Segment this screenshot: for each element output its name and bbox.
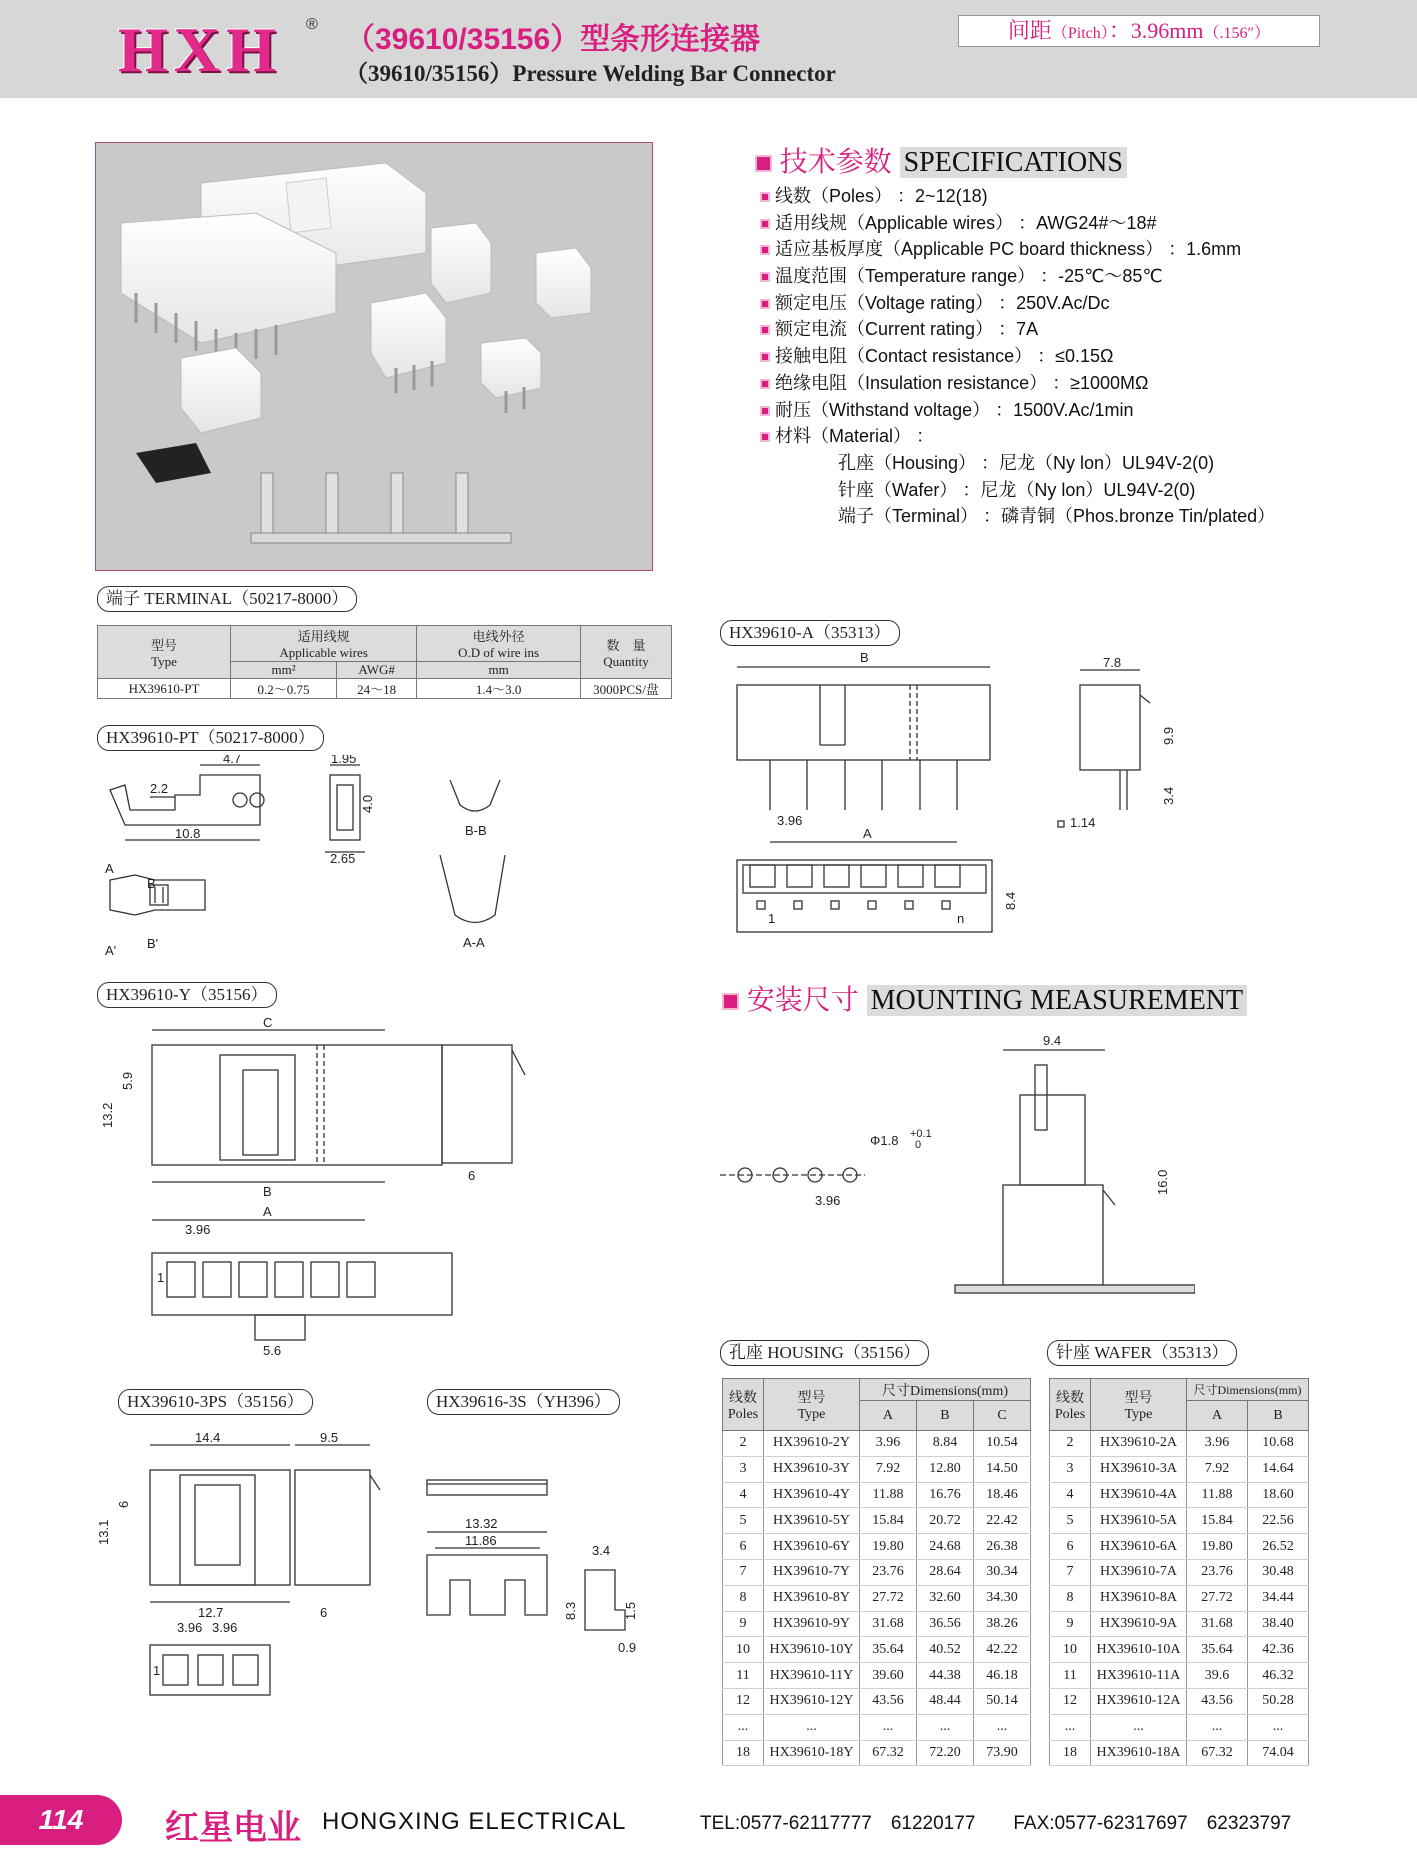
table-cell: 28.64	[916, 1559, 973, 1585]
table-cell: HX39610-5A	[1091, 1508, 1187, 1534]
table-cell: 42.22	[973, 1637, 1030, 1663]
table-cell: 48.44	[916, 1688, 973, 1714]
housing-label: 孔座 HOUSING（35156）	[720, 1340, 929, 1366]
dim-text: 2.65	[330, 851, 356, 866]
table-cell: 39.6	[1187, 1663, 1248, 1689]
table-cell: HX39610-8A	[1091, 1585, 1187, 1611]
table-row	[1050, 1585, 1309, 1611]
table-row	[723, 1482, 1031, 1508]
bullet-icon	[760, 379, 770, 389]
spec-item: 适用线规（Applicable wires） ：AWG24#～18#	[760, 210, 1275, 237]
material-item: 端子（Terminal） ：磷青铜（Phos.bronze Tin/plated）	[838, 506, 1276, 527]
table-cell: 72.20	[916, 1740, 973, 1766]
company-logo: HXH	[118, 14, 282, 85]
spec-item: 额定电流（Current rating） ：7A	[760, 316, 1275, 343]
title-chinese: （39610/35156）型条形连接器	[345, 23, 761, 56]
mounting-heading	[722, 978, 1247, 1018]
table-row	[723, 1714, 1031, 1740]
table-cell: HX39610-9A	[1091, 1611, 1187, 1637]
bullet-icon	[760, 192, 770, 202]
specs-heading	[755, 140, 1127, 180]
table-cell: 10	[723, 1637, 764, 1663]
page-number: 114	[0, 1795, 122, 1845]
table-row	[1050, 1559, 1309, 1585]
table-cell: 67.32	[860, 1740, 917, 1766]
table-cell: 50.28	[1248, 1688, 1309, 1714]
table-cell: 50.14	[973, 1688, 1030, 1714]
table-cell: ...	[1248, 1714, 1309, 1740]
spec-item: 线数（Poles） ：2~12(18)	[760, 183, 1275, 210]
table-cell: 46.18	[973, 1663, 1030, 1689]
dim-text: 9.5	[320, 1430, 339, 1445]
dim-text: 4.0	[360, 794, 375, 813]
housing-table-body	[723, 1431, 1031, 1766]
dim-text: 6	[116, 1500, 131, 1508]
bullet-icon	[760, 432, 770, 442]
y-label: HX39610-Y（35156）	[97, 982, 277, 1008]
table-cell: 23.76	[860, 1559, 917, 1585]
table-cell: ...	[916, 1714, 973, 1740]
title-english: （39610/35156）Pressure Welding Bar Connector	[345, 61, 836, 86]
pitch-label: 间距	[1007, 18, 1052, 43]
table-row	[1050, 1740, 1309, 1766]
table-row: HX39610-PT 0.2～0.75 24～18 1.4～3.0 3000PCS/盘	[98, 679, 672, 699]
table-cell: 12	[723, 1688, 764, 1714]
specs-heading-cn: 技术参数	[779, 146, 892, 177]
table-cell: 30.48	[1248, 1559, 1309, 1585]
dim-text: B	[147, 876, 156, 891]
table-cell: ...	[1091, 1714, 1187, 1740]
table-cell: 18	[1050, 1740, 1091, 1766]
table-cell: 35.64	[1187, 1637, 1248, 1663]
contact-info: TEL:0577-62117777 61220177 FAX:0577-62317697 62323797	[700, 1813, 1292, 1834]
dim-text: 10.8	[175, 826, 201, 841]
table-cell: 67.32	[1187, 1740, 1248, 1766]
wafer-table-body	[1050, 1431, 1309, 1766]
table-cell: 16.76	[916, 1482, 973, 1508]
dim-text: 8.4	[1003, 891, 1018, 910]
dim-text: B	[263, 1184, 272, 1199]
dim-text: 1	[153, 1663, 161, 1678]
company-name-en: HONGXING ELECTRICAL	[322, 1808, 627, 1835]
dim-text: 1.14	[1070, 815, 1096, 830]
dim-text: A-A	[463, 935, 485, 950]
table-row	[1050, 1482, 1309, 1508]
dim-text: 16.0	[1155, 1169, 1170, 1195]
table-cell: ...	[1050, 1714, 1091, 1740]
table-cell: 8	[723, 1585, 764, 1611]
dim-text: C	[263, 1015, 273, 1030]
dim-text: 1	[768, 911, 776, 926]
table-cell: 7.92	[1187, 1456, 1248, 1482]
bullet-icon	[760, 219, 770, 229]
dim-text: 14.4	[195, 1430, 221, 1445]
table-cell: 30.34	[973, 1559, 1030, 1585]
dim-text: A	[263, 1204, 272, 1219]
mounting-drawing	[715, 1030, 1195, 1300]
table-cell: HX39610-10Y	[764, 1637, 860, 1663]
dim-text: A	[863, 826, 872, 841]
dim-text: 1.5	[623, 1601, 638, 1620]
dim-text: 3.96	[212, 1620, 238, 1635]
table-cell: 10.68	[1248, 1431, 1309, 1457]
bullet-icon	[760, 325, 770, 335]
table-cell: 12	[1050, 1688, 1091, 1714]
pitch-box	[958, 15, 1320, 47]
pitch-colon: ：	[1108, 18, 1131, 43]
dim-text: 13.1	[96, 1519, 111, 1545]
table-cell: HX39610-7Y	[764, 1559, 860, 1585]
dim-text: 6	[320, 1605, 328, 1620]
table-cell: 20.72	[916, 1508, 973, 1534]
bullet-icon	[760, 299, 770, 309]
table-cell: 2	[723, 1431, 764, 1457]
table-cell: 73.90	[973, 1740, 1030, 1766]
table-row	[723, 1611, 1031, 1637]
dim-text: A	[105, 861, 114, 876]
product-photo	[95, 142, 653, 571]
table-cell: 19.80	[860, 1534, 917, 1560]
table-cell: HX39610-12A	[1091, 1688, 1187, 1714]
spec-item: 绝缘电阻（Insulation resistance） ：≥1000MΩ	[760, 370, 1275, 397]
table-cell: HX39610-18A	[1091, 1740, 1187, 1766]
connector-illustration	[96, 143, 652, 570]
company-name-cn: 红星电业	[165, 1809, 301, 1847]
table-row	[1050, 1611, 1309, 1637]
table-cell: ...	[860, 1714, 917, 1740]
table-row	[723, 1663, 1031, 1689]
table-cell: 7	[1050, 1559, 1091, 1585]
table-row	[723, 1688, 1031, 1714]
table-cell: 14.64	[1248, 1456, 1309, 1482]
table-cell: 26.38	[973, 1534, 1030, 1560]
table-cell: ...	[764, 1714, 860, 1740]
3ps-drawing	[95, 1430, 385, 1720]
terminal-label: 端子 TERMINAL（50217-8000）	[97, 586, 357, 612]
table-cell: 19.80	[1187, 1534, 1248, 1560]
table-row	[1050, 1456, 1309, 1482]
table-cell: 6	[1050, 1534, 1091, 1560]
table-cell: 42.36	[1248, 1637, 1309, 1663]
table-cell: 15.84	[1187, 1508, 1248, 1534]
dim-text: 3.96	[177, 1620, 203, 1635]
dim-text: 8.3	[563, 1601, 578, 1620]
table-cell: 18.46	[973, 1482, 1030, 1508]
table-row	[1050, 1663, 1309, 1689]
table-cell: 32.60	[916, 1585, 973, 1611]
table-cell: 36.56	[916, 1611, 973, 1637]
dim-text: 3.96	[777, 813, 803, 828]
table-cell: HX39610-4Y	[764, 1482, 860, 1508]
table-cell: 18.60	[1248, 1482, 1309, 1508]
table-row	[723, 1585, 1031, 1611]
table-row	[723, 1740, 1031, 1766]
table-row	[1050, 1431, 1309, 1457]
table-cell: HX39610-4A	[1091, 1482, 1187, 1508]
table-cell: 43.56	[1187, 1688, 1248, 1714]
table-cell: HX39610-8Y	[764, 1585, 860, 1611]
terminal-table: 型号 Type 适用线规 Applicable wires 电线外径 O.D of wire ins 数 量 Quantity mm² AWG# mm HX39610-PT 0.2～0.75 24～18 1.4～3.0 3000PCS/盘	[97, 625, 672, 699]
table-cell: 11.88	[860, 1482, 917, 1508]
table-row	[1050, 1714, 1309, 1740]
bullet-icon	[760, 352, 770, 362]
dim-text: B'	[147, 936, 159, 951]
table-row	[723, 1508, 1031, 1534]
registered-mark: ®	[306, 16, 318, 33]
table-cell: 43.56	[860, 1688, 917, 1714]
table-cell: HX39610-12Y	[764, 1688, 860, 1714]
dim-text: 0	[915, 1139, 922, 1151]
table-cell: 27.72	[860, 1585, 917, 1611]
table-cell: 15.84	[860, 1508, 917, 1534]
material-item: 孔座（Housing） ：尼龙（Ny lon）UL94V-2(0)	[838, 452, 1215, 473]
table-cell: 7.92	[860, 1456, 917, 1482]
table-cell: ...	[1187, 1714, 1248, 1740]
dim-text: B	[860, 650, 869, 665]
section-bullet-icon	[755, 155, 772, 172]
table-cell: 34.44	[1248, 1585, 1309, 1611]
dim-text: 5.6	[263, 1343, 282, 1358]
table-cell: HX39610-5Y	[764, 1508, 860, 1534]
pitch-en: （Pitch）	[1051, 25, 1109, 42]
dim-text: 3.4	[592, 1543, 611, 1558]
table-cell: 27.72	[1187, 1585, 1248, 1611]
table-row	[1050, 1637, 1309, 1663]
specs-heading-en: SPECIFICATIONS	[900, 147, 1127, 178]
table-cell: 8	[1050, 1585, 1091, 1611]
table-cell: 9	[1050, 1611, 1091, 1637]
table-cell: 26.52	[1248, 1534, 1309, 1560]
table-cell: 5	[1050, 1508, 1091, 1534]
table-row	[723, 1534, 1031, 1560]
table-cell: 9	[723, 1611, 764, 1637]
table-cell: 18	[723, 1740, 764, 1766]
table-row	[1050, 1508, 1309, 1534]
table-cell: 34.30	[973, 1585, 1030, 1611]
a-label: HX39610-A（35313）	[720, 620, 900, 646]
table-cell: 8.84	[916, 1431, 973, 1457]
table-cell: 3.96	[860, 1431, 917, 1457]
dim-text: 0.9	[618, 1640, 637, 1655]
wafer-table: 线数 Poles 型号 Type 尺寸Dimensions(mm) A B 2 HX39610-2A 3.96 10.68 3 HX39610-3A 7.92 14.64 4 HX39610-4A 11.88 18.60 5 HX39610-5A 15.84 22.56 6 HX39610-6A 19.80 26.52 7 HX39610-7A 23.76 30.48 8 HX39610-8A 27.72 34.44 9 HX39610-9A 31.68 38.40 10 HX39610-10A 35.64 42.36 11 HX39610-11A 39.6 46.32 12 HX39610-12A 43.56 50.28 ... ... ... ... 18 HX39610-18A 67.32 74.04	[1049, 1378, 1309, 1766]
specs-list	[760, 183, 1275, 530]
3ps-label: HX39610-3PS（35156）	[118, 1389, 313, 1415]
3s-label: HX39616-3S（YH396）	[427, 1389, 620, 1415]
table-cell: HX39610-3A	[1091, 1456, 1187, 1482]
section-bullet-icon	[722, 993, 739, 1010]
table-row	[723, 1431, 1031, 1457]
housing-drawing	[95, 1010, 565, 1360]
housing-table: 线数 Poles 型号 Type 尺寸Dimensions(mm) A B C 2 HX39610-2Y 3.96 8.84 10.54 3 HX39610-3Y 7.92 12.80 14.50 4 HX39610-4Y 11.88 16.76 18.46 5 HX39610-5Y 15.84 20.72 22.42 6 HX39610-6Y 19.80 24.68 26.38 7 HX39610-7Y 23.76 28.64 30.34 8 HX39610-8Y 27.72 32.60 34.30 9 HX39610-9Y 31.68 36.56 38.26 10 HX39610-10Y 35.64 40.52 42.22 11 HX39610-11Y 39.60 44.38 46.18 12 HX39610-12Y 43.56 48.44 50.14 ... ... ... ... ... 18 HX39610-18Y 67.32 72.20 73.90	[722, 1378, 1031, 1766]
table-row	[723, 1637, 1031, 1663]
table-cell: 38.40	[1248, 1611, 1309, 1637]
bullet-icon	[760, 245, 770, 255]
table-cell: HX39610-6A	[1091, 1534, 1187, 1560]
table-cell: 2	[1050, 1431, 1091, 1457]
table-cell: 4	[723, 1482, 764, 1508]
wafer-drawing	[725, 645, 1205, 945]
table-cell: 38.26	[973, 1611, 1030, 1637]
wafer-label: 针座 WAFER（35313）	[1047, 1340, 1237, 1366]
dim-text: B-B	[465, 823, 487, 838]
table-cell: 46.32	[1248, 1663, 1309, 1689]
terminal-drawing	[95, 755, 545, 960]
table-cell: 10.54	[973, 1431, 1030, 1457]
table-cell: ...	[973, 1714, 1030, 1740]
table-cell: HX39610-7A	[1091, 1559, 1187, 1585]
pt-label: HX39610-PT（50217-8000）	[97, 725, 324, 751]
table-cell: 12.80	[916, 1456, 973, 1482]
bullet-icon	[760, 406, 770, 416]
table-cell: HX39610-11A	[1091, 1663, 1187, 1689]
pitch-inch: （.156″）	[1203, 25, 1271, 42]
table-cell: 3	[1050, 1456, 1091, 1482]
table-cell: 40.52	[916, 1637, 973, 1663]
table-cell: 11	[723, 1663, 764, 1689]
table-cell: 3.96	[1187, 1431, 1248, 1457]
dim-text: 11.86	[465, 1533, 497, 1548]
table-cell: 31.68	[1187, 1611, 1248, 1637]
dim-text: A'	[105, 943, 117, 958]
table-cell: HX39610-18Y	[764, 1740, 860, 1766]
material-item: 针座（Wafer） ：尼龙（Ny lon）UL94V-2(0)	[838, 479, 1196, 500]
table-row	[723, 1456, 1031, 1482]
dim-text: 1.95	[331, 755, 357, 766]
spec-item: 温度范围（Temperature range） ：-25℃～85℃	[760, 263, 1275, 290]
table-cell: 4	[1050, 1482, 1091, 1508]
dim-text: +0.1	[910, 1128, 932, 1140]
table-cell: 74.04	[1248, 1740, 1309, 1766]
table-cell: 10	[1050, 1637, 1091, 1663]
dim-text: 3.96	[185, 1222, 211, 1237]
table-cell: 44.38	[916, 1663, 973, 1689]
table-cell: 3	[723, 1456, 764, 1482]
table-cell: HX39610-2A	[1091, 1431, 1187, 1457]
spec-item: 适应基板厚度（Applicable PC board thickness） ：1.6mm	[760, 236, 1275, 263]
mounting-heading-cn: 安装尺寸	[746, 984, 859, 1015]
dim-text: 7.8	[1103, 655, 1122, 670]
table-cell: HX39610-6Y	[764, 1534, 860, 1560]
table-cell: HX39610-11Y	[764, 1663, 860, 1689]
spec-item: 材料（Material） ：	[760, 423, 1275, 450]
table-cell: 35.64	[860, 1637, 917, 1663]
dim-text: 13.2	[100, 1102, 115, 1128]
table-cell: 7	[723, 1559, 764, 1585]
mounting-heading-en: MOUNTING MEASUREMENT	[867, 985, 1248, 1016]
dim-text: 1	[157, 1270, 165, 1285]
table-cell: 5	[723, 1508, 764, 1534]
table-row	[1050, 1534, 1309, 1560]
spec-item: 接触电阻（Contact resistance） ：≤0.15Ω	[760, 343, 1275, 370]
spec-item: 额定电压（Voltage rating） ：250V.Ac/Dc	[760, 290, 1275, 317]
table-cell: 11	[1050, 1663, 1091, 1689]
table-cell: ...	[723, 1714, 764, 1740]
table-cell: 24.68	[916, 1534, 973, 1560]
table-cell: 14.50	[973, 1456, 1030, 1482]
table-cell: 23.76	[1187, 1559, 1248, 1585]
dim-text: 3.4	[1161, 786, 1176, 805]
3s-drawing	[420, 1470, 660, 1670]
dim-text: 9.4	[1043, 1033, 1062, 1048]
dim-text: 4.7	[223, 755, 242, 766]
dim-text: 9.9	[1161, 726, 1176, 745]
dim-text: 3.96	[815, 1193, 841, 1208]
table-cell: 11.88	[1187, 1482, 1248, 1508]
table-row	[1050, 1688, 1309, 1714]
table-cell: 39.60	[860, 1663, 917, 1689]
table-cell: 6	[723, 1534, 764, 1560]
table-row	[723, 1559, 1031, 1585]
dim-text: 2.2	[150, 781, 169, 796]
dim-text: 12.7	[198, 1605, 224, 1620]
table-cell: HX39610-3Y	[764, 1456, 860, 1482]
dim-text: Φ1.8	[870, 1133, 899, 1148]
table-cell: HX39610-9Y	[764, 1611, 860, 1637]
pitch-value: 3.96mm	[1130, 18, 1204, 43]
table-cell: 31.68	[860, 1611, 917, 1637]
bullet-icon	[760, 272, 770, 282]
spec-item: 耐压（Withstand voltage） ：1500V.Ac/1min	[760, 397, 1275, 424]
table-cell: HX39610-2Y	[764, 1431, 860, 1457]
dim-text: 5.9	[120, 1071, 135, 1090]
dim-text: 13.32	[465, 1516, 498, 1531]
dim-text: 6	[468, 1168, 476, 1183]
table-cell: HX39610-10A	[1091, 1637, 1187, 1663]
dim-text: n	[957, 911, 965, 926]
table-cell: 22.56	[1248, 1508, 1309, 1534]
table-cell: 22.42	[973, 1508, 1030, 1534]
